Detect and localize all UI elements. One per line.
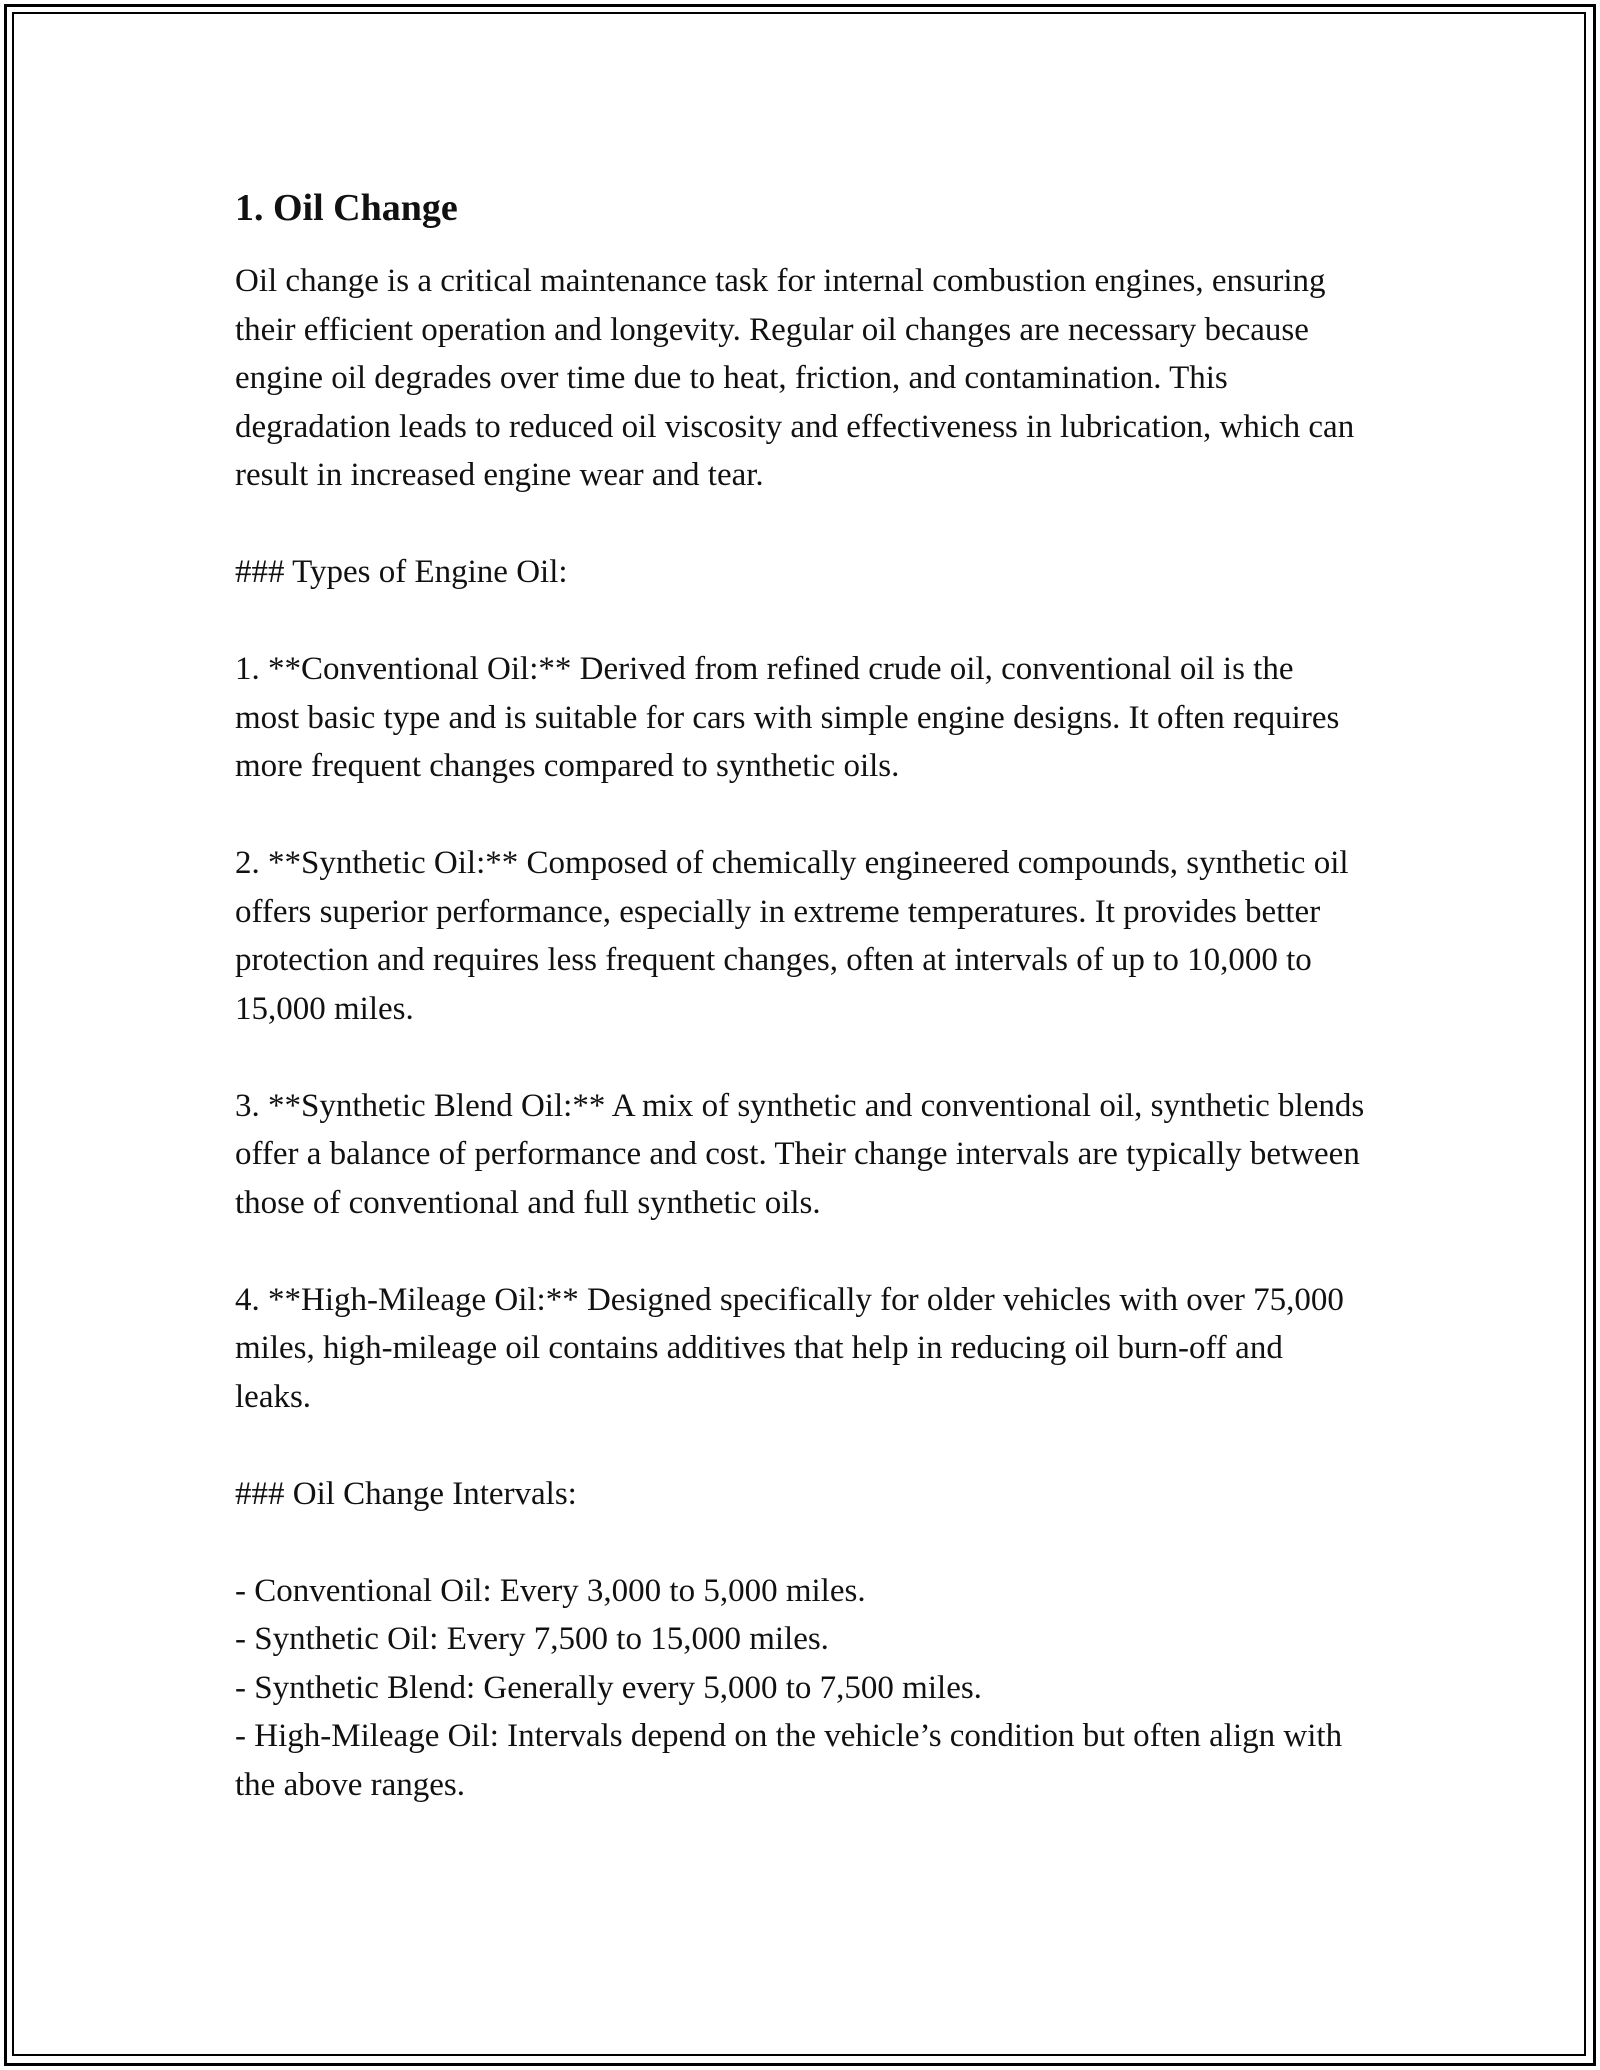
intro-paragraph: Oil change is a critical maintenance task for internal combustion engines, ensuring their efficient operation and longevity. Regular oil changes are necessary because engine oil degrades over time due to heat, friction, and contamination. This degradation leads to reduced oil viscosity and effectiveness in lubrication, which can result in increased engine wear and tear. [235, 263, 1355, 493]
interval-item: - Synthetic Blend: Generally every 5,000 to 7,500 miles. [235, 1669, 982, 1706]
intervals-heading: ### Oil Change Intervals: [235, 1475, 577, 1512]
section-title: 1. Oil Change [235, 187, 458, 229]
types-heading: ### Types of Engine Oil: [235, 554, 568, 590]
interval-item: - High-Mileage Oil: Intervals depend on the vehicle’s condition but often align with the above ranges. [235, 1718, 1343, 1803]
interval-item: - Conventional Oil: Every 3,000 to 5,000 miles. [235, 1572, 866, 1609]
document-body [235, 185, 1365, 1809]
oil-type-high-mileage: 4. **High-Mileage Oil:** Designed specifically for older vehicles with over 75,000 miles, high-mileage oil contains additives that help in reducing oil burn-off and leaks. [235, 1281, 1344, 1415]
interval-item: - Synthetic Oil: Every 7,500 to 15,000 miles. [235, 1621, 829, 1657]
intervals-list [235, 1567, 1365, 1810]
oil-type-synthetic: 2. **Synthetic Oil:** Composed of chemically engineered compounds, synthetic oil offers superior performance, especially in extreme temperatures. It provides better protection and requires less frequent changes, often at intervals of up to 10,000 to 15,000 miles. [235, 845, 1349, 1027]
oil-type-conventional: 1. **Conventional Oil:** Derived from refined crude oil, conventional oil is the most basic type and is suitable for cars with simple engine designs. It often requires more frequent changes compared to synthetic oils. [235, 651, 1340, 784]
oil-type-synthetic-blend: 3. **Synthetic Blend Oil:** A mix of synthetic and conventional oil, synthetic blends offer a balance of performance and cost. Their change intervals are typically between those of conventional and full synthetic oils. [235, 1087, 1365, 1221]
